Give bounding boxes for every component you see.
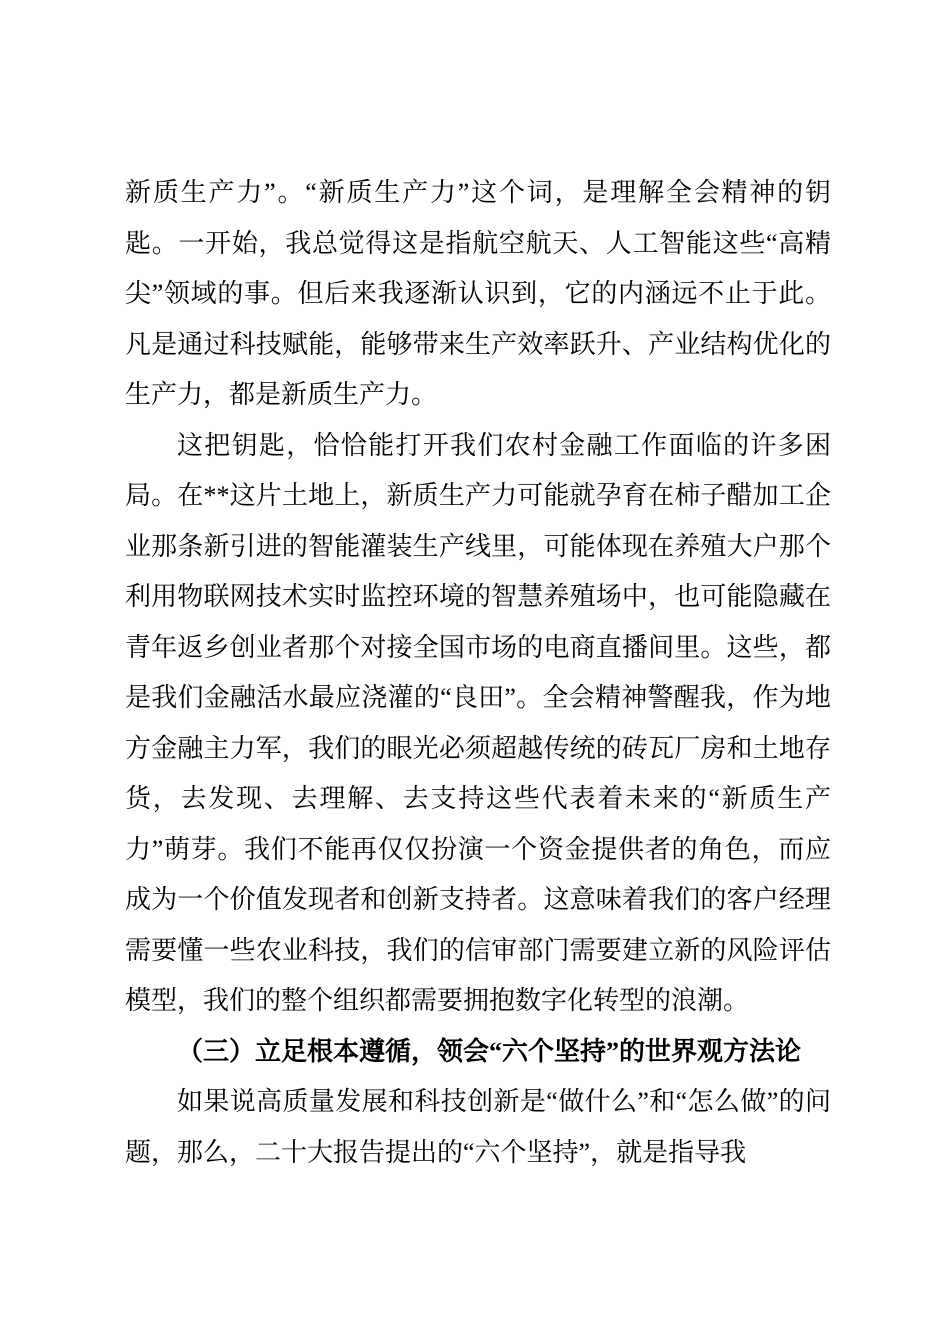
section-heading: （三）立足根本遵循，领会“六个坚持”的世界观方法论 — [177, 1036, 802, 1066]
page-text-content — [125, 168, 831, 1178]
paragraph-body-truncated: 如果说高质量发展和科技创新是“做什么”和“怎么做”的问题，那么，二十大报告提出的“六个坚持”，就是指导我 — [125, 1087, 831, 1167]
paragraph-body: 这把钥匙，恰恰能打开我们农村金融工作面临的许多困局。在**这片土地上，新质生产力可能就孕育在柿子醋加工企业那条新引进的智能灌装生产线里，可能体现在养殖大户那个利用物联网技术实时监控环境的智慧养殖场中，也可能隐藏在青年返乡创业者那个对接全国市场的电商直播间里。这些，都是我们金融活水最应浇灌的“良田”。全会精神警醒我，作为地方金融主力军，我们的眼光必须超越传统的砖瓦厂房和土地存货，去发现、去理解、去支持这些代表着未来的“新质生产力”萌芽。我们不能再仅仅扮演一个资金提供者的角色，而应成为一个价值发现者和创新支持者。这意味着我们的客户经理需要懂一些农业科技，我们的信审部门需要建立新的风险评估模型，我们的整个组织都需要拥抱数字化转型的浪潮。 — [125, 430, 831, 1015]
paragraph-continuation: 新质生产力”。“新质生产力”这个词，是理解全会精神的钥匙。一开始，我总觉得这是指航空航天、人工智能这些“高精尖”领域的事。但后来我逐渐认识到，它的内涵远不止于此。凡是通过科技赋能，能够带来生产效率跃升、产业结构优化的生产力，都是新质生产力。 — [125, 178, 831, 409]
